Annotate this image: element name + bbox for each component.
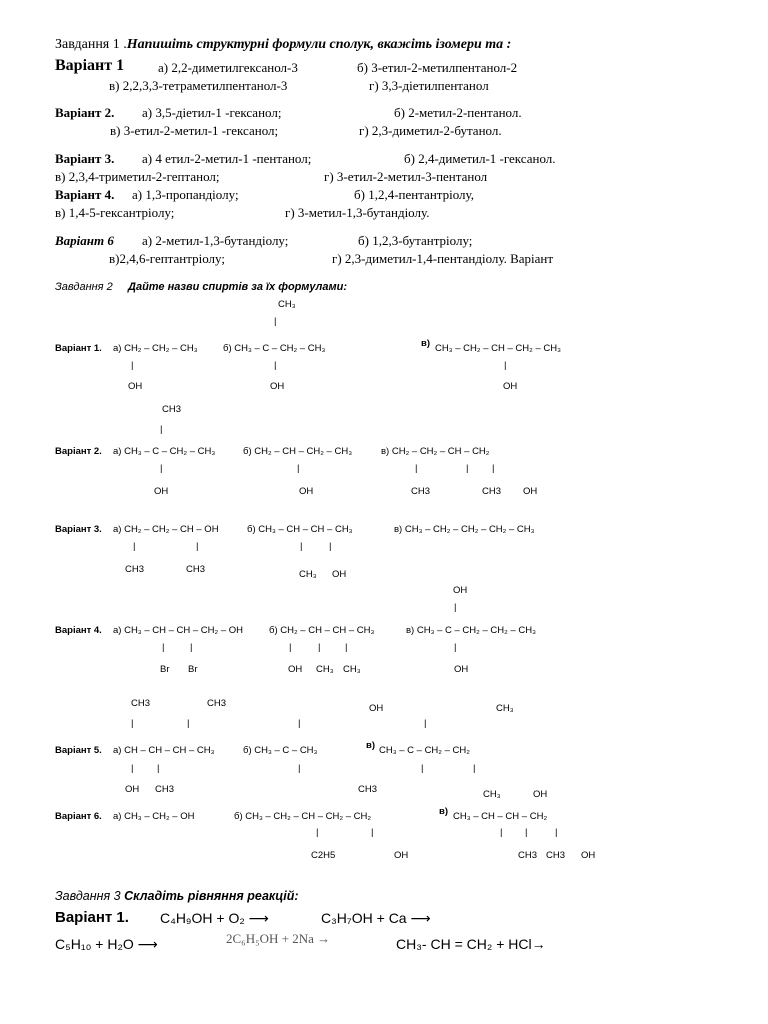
task2-v4-a: а) CH₃ – CH – CH – CH₂ – OH	[113, 625, 244, 636]
substituent-ch3: CH3	[207, 698, 227, 709]
task2-v5-c-prefix: в)	[366, 740, 376, 751]
substituent-oh: OH	[154, 486, 169, 497]
task2-v2-b: б) CH₂ – CH – CH₂ – CH₃	[243, 446, 353, 457]
task2-v6-b: б) CH₃ – CH₂ – CH – CH₂ – CH₂	[234, 811, 372, 822]
substituent-oh: OH	[454, 664, 469, 675]
bond-line: |	[492, 463, 495, 474]
substituent-ch3: CH3	[125, 564, 145, 575]
bond-line: |	[131, 718, 134, 729]
task2-v3-c: в) CH₃ – CH₂ – CH₂ – CH₂ – CH₃	[394, 524, 535, 535]
task1-v4-label: Варіант 4.	[55, 187, 115, 202]
task1-v3-label: Варіант 3.	[55, 151, 115, 166]
bond-line: |	[504, 360, 507, 371]
bond-line: |	[555, 827, 558, 838]
substituent-ch3: CH₃	[316, 664, 334, 675]
bond-line: |	[415, 463, 418, 474]
substituent-ch3: CH3	[546, 850, 566, 861]
substituent-oh: OH	[125, 784, 140, 795]
task1-v2-d: г) 2,3-диметил-2-бутанол.	[359, 123, 502, 138]
task2-v5-a: а) CH – CH – CH – CH₃	[113, 745, 215, 756]
task1-v4-c: в) 1,4-5-гексантріолу;	[55, 205, 175, 220]
bond-line: |	[329, 541, 332, 552]
bond-line: |	[421, 763, 424, 774]
substituent-ch3: CH₃	[483, 789, 501, 800]
substituent-ch3: CH₃	[299, 569, 317, 580]
task2-v5-b: б) CH₃ – C – CH₃	[243, 745, 318, 756]
substituent-ch3: CH₃	[278, 299, 296, 310]
substituent-ch3: CH3	[518, 850, 538, 861]
substituent-oh: OH	[299, 486, 314, 497]
substituent-br: Br	[188, 664, 198, 675]
bond-line: |	[298, 763, 301, 774]
substituent-ch3: CH3	[162, 404, 182, 415]
bond-line: |	[525, 827, 528, 838]
task1-title: Завдання 1 .Напишіть структурні формули сполук, вкажіть ізомери та :	[55, 37, 512, 52]
task1-v3-a: а) 4 етил-2-метил-1 -пентанол;	[142, 151, 312, 166]
substituent-oh: OH	[288, 664, 303, 675]
task3-label: Варіант 1.	[55, 909, 129, 926]
task2-v6-label: Варіант 6.	[55, 811, 102, 822]
task2-v2-c: в) CH₂ – CH₂ – CH – CH₂	[381, 446, 490, 457]
bond-line: |	[345, 642, 348, 653]
substituent-ch3: CH3	[411, 486, 431, 497]
task1-v1-b: б) 3-етил-2-метилпентанол-2	[357, 60, 518, 75]
bond-line: |	[454, 602, 457, 613]
task2-v1-b: б) CH₃ – C – CH₂ – CH₃	[223, 343, 326, 354]
bond-line: |	[160, 424, 163, 435]
task2-v2-a: а) CH₃ – C – CH₂ – CH₃	[113, 446, 216, 457]
task2-v1-label: Варіант 1.	[55, 343, 102, 354]
task2-v4-c: в) CH₃ – C – CH₂ – CH₂ – CH₃	[406, 625, 536, 636]
task3-eq5: CH₃- CH = CH₂ + HCl→	[396, 936, 546, 952]
substituent-c2h5: C2H5	[311, 850, 336, 861]
task2-v3-a: а) CH₂ – CH₂ – CH – OH	[113, 524, 219, 535]
substituent-ch3: CH3	[186, 564, 206, 575]
task3-eq1: C₄H₉OH + O₂ ⟶	[160, 910, 269, 926]
substituent-oh: OH	[581, 850, 596, 861]
substituent-oh: OH	[394, 850, 409, 861]
task3-eq4: 2C₆H₅OH + 2Na →	[226, 931, 331, 946]
task3-eq2: C₃H₇OH + Ca ⟶	[321, 910, 431, 926]
task2-v6-c: CH₃ – CH – CH – CH₂	[453, 811, 548, 822]
task1-v1-c: в) 2,2,3,3-тетраметилпентанол-3	[109, 78, 288, 93]
substituent-ch3: CH3	[131, 698, 151, 709]
task2-v2-label: Варіант 2.	[55, 446, 102, 457]
substituent-br: Br	[160, 664, 170, 675]
substituent-ch3: CH3	[155, 784, 175, 795]
task1-v4-a: а) 1,3-пропандіолу;	[132, 187, 239, 202]
task1-v3-d: г) 3-етил-2-метил-3-пентанол	[324, 169, 488, 184]
substituent-oh: OH	[533, 789, 548, 800]
task2-v5-c: CH₃ – C – CH₂ – CH₂	[379, 745, 470, 756]
bond-line: |	[316, 827, 319, 838]
bond-line: |	[157, 763, 160, 774]
bond-line: |	[133, 541, 136, 552]
task2-v1-c-prefix: в)	[421, 338, 431, 349]
task3-title: Завдання 3 Складіть рівняння реакцій:	[55, 889, 299, 903]
substituent-oh: OH	[503, 381, 518, 392]
task2-v3-b: б) CH₃ – CH – CH – CH₃	[247, 524, 353, 535]
bond-line: |	[187, 718, 190, 729]
substituent-ch3: CH3	[358, 784, 378, 795]
task1-v3-b: б) 2,4-диметил-1 -гексанол.	[404, 151, 556, 166]
bond-line: |	[297, 463, 300, 474]
task2-v3-label: Варіант 3.	[55, 524, 102, 535]
task2-v6-c-prefix: в)	[439, 806, 449, 817]
task2-v6-a: а) CH₃ – CH₂ – OH	[113, 811, 195, 822]
task1-v2-a: а) 3,5-діетил-1 -гексанол;	[142, 105, 282, 120]
bond-line: |	[300, 541, 303, 552]
bond-line: |	[473, 763, 476, 774]
substituent-ch3: CH3	[482, 486, 502, 497]
bond-line: |	[131, 360, 134, 371]
task2-title: Завдання 2 Дайте назви спиртів за їх формулами:	[55, 281, 347, 293]
bond-line: |	[162, 642, 165, 653]
task2-v5-label: Варіант 5.	[55, 745, 102, 756]
task1-v2-label: Варіант 2.	[55, 105, 115, 120]
task2-v4-label: Варіант 4.	[55, 625, 102, 636]
substituent-oh: OH	[523, 486, 538, 497]
task1-v5-d: г) 2,3-диметил-1,4-пентандіолу. Варіант	[332, 251, 554, 266]
task2-v1-c: CH₃ – CH₂ – CH – CH₂ – CH₃	[435, 343, 561, 354]
substituent-oh: OH	[453, 585, 468, 596]
bond-line: |	[289, 642, 292, 653]
substituent-oh: OH	[128, 381, 143, 392]
bond-line: |	[371, 827, 374, 838]
bond-line: |	[466, 463, 469, 474]
task1-v5-label: Варіант 6	[55, 233, 114, 248]
task1-v1-d: г) 3,3-діетилпентанол	[369, 78, 489, 93]
task1-v1-label: Варіант 1	[55, 57, 125, 74]
task1-v5-b: б) 1,2,3-бутантріолу;	[358, 233, 473, 248]
bond-line: |	[131, 763, 134, 774]
task1-v2-b: б) 2-метил-2-пентанол.	[394, 105, 522, 120]
task2-v4-b: б) CH₂ – CH – CH – CH₃	[269, 625, 375, 636]
bond-line: |	[190, 642, 193, 653]
bond-line: |	[454, 642, 457, 653]
bond-line: |	[274, 360, 277, 371]
substituent-ch3: CH₃	[343, 664, 361, 675]
bond-line: |	[424, 718, 427, 729]
task1-v4-b: б) 1,2,4-пентантріолу,	[354, 187, 474, 202]
bond-line: |	[160, 463, 163, 474]
task2-v1-a: а) CH₂ – CH₂ – CH₃	[113, 343, 198, 354]
task1-v1-a: а) 2,2-диметилгексанол-3	[158, 60, 298, 75]
substituent-oh: OH	[369, 703, 384, 714]
bond-line: |	[196, 541, 199, 552]
bond-line: |	[500, 827, 503, 838]
substituent-oh: OH	[270, 381, 285, 392]
substituent-oh: OH	[332, 569, 347, 580]
task1-v2-c: в) 3-етил-2-метил-1 -гексанол;	[110, 123, 279, 138]
task1-v3-c: в) 2,3,4-триметил-2-гептанол;	[55, 169, 220, 184]
substituent-ch3: CH₃	[496, 703, 514, 714]
bond-line: |	[318, 642, 321, 653]
task3-eq3: C₅H₁₀ + H₂O ⟶	[55, 936, 158, 952]
bond-line: |	[274, 316, 277, 327]
task1-v5-a: а) 2-метил-1,3-бутандіолу;	[142, 233, 289, 248]
task1-v5-c: в)2,4,6-гептантріолу;	[109, 251, 225, 266]
bond-line: |	[298, 718, 301, 729]
task1-v4-d: г) 3-метил-1,3-бутандіолу.	[285, 205, 430, 220]
